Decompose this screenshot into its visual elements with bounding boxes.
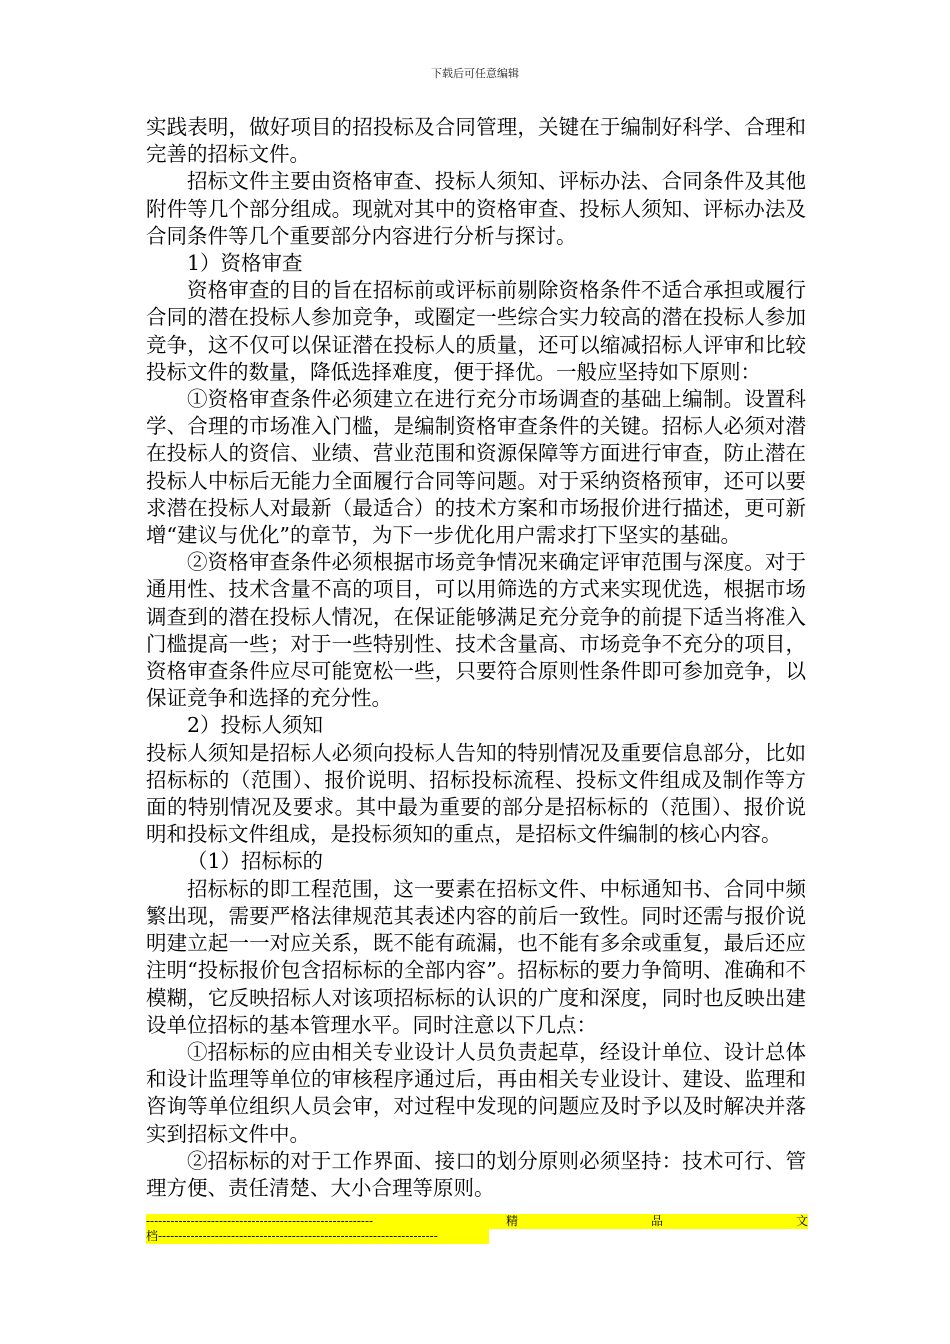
footer-char-2: 品 bbox=[650, 1214, 663, 1228]
paragraph-5: ②资格审查条件必须根据市场竞争情况来确定评审范围与深度。对于通用性、技术含量不高的项目，可以用筛选的方式来实现优选，根据市场调查到的潜在投标人情况，在保证能够满足充分竞争的前提下适当将准入门槛提高一些；对于一些特别性、技术含量高、市场竞争不充分的项目，资格审查条件应尽可能宽松一些，只要符合原则性条件即可参加竞争，以保证竞争和选择的充分性。 bbox=[146, 550, 806, 711]
section-heading-qualification: 1）资格审查 bbox=[187, 251, 303, 276]
paragraph-6: 投标人须知是招标人必须向投标人告知的特别情况及重要信息部分，比如招标标的（范围）、报价说明、招标投标流程、投标文件组成及制作等方面的特别情况及要求。其中最为重要的部分是招标标的（范围）、报价说明和投标文件组成，是投标须知的重点，是招标文件编制的核心内容。 bbox=[146, 740, 806, 847]
paragraph-3: 资格审查的目的旨在招标前或评标前剔除资格条件不适合承担或履行合同的潜在投标人参加竞争，或圈定一些综合实力较高的潜在投标人参加竞争，这不仅可以保证潜在投标人的质量，还可以缩减招标人评审和比较投标文件的数量，降低选择难度，便于择优。一般应坚持如下原则： bbox=[146, 278, 806, 384]
paragraph-8: ①招标标的应由相关专业设计人员负责起草，经设计单位、设计总体和设计监理等单位的审核程序通过后，再由相关专业设计、建设、监理和咨询等单位组织人员会审，对过程中发现的问题应及时予以及时解决并落实到招标文件中。 bbox=[146, 1039, 806, 1146]
footer-highlight-line-1 bbox=[146, 1214, 808, 1229]
footer-char-3: 文 bbox=[795, 1214, 808, 1228]
footer-dashes: -------------------------------------------------------- bbox=[146, 1214, 374, 1228]
subsection-heading-bid-subject: （1）招标标的 bbox=[187, 849, 324, 874]
document-body bbox=[146, 114, 806, 1202]
paragraph-4: ①资格审查条件必须建立在进行充分市场调查的基础上编制。设置科学、合理的市场准入门槛，是编制资格审查条件的关键。招标人必须对潜在投标人的资信、业绩、营业范围和资源保障等方面进行审查，防止潜在投标人中标后无能力全面履行合同等问题。对于采纳资格预审，还可以要求潜在投标人对最新（最适合）的技术方案和市场报价进行描述，更可新增“建议与优化”的章节，为下一步优化用户需求打下坚实的基础。 bbox=[146, 387, 806, 548]
footer-char-1: 精 bbox=[506, 1214, 519, 1228]
paragraph-9: ②招标标的对于工作界面、接口的划分原则必须坚持：技术可行、管理方便、责任清楚、大小合理等原则。 bbox=[146, 1148, 806, 1200]
footer-highlight-line-2: 档--------------------------------------------------------------------- bbox=[146, 1229, 489, 1244]
page-header: 下载后可任意编辑 bbox=[431, 67, 519, 80]
paragraph-2: 招标文件主要由资格审查、投标人须知、评标办法、合同条件及其他附件等几个部分组成。现就对其中的资格审查、投标人须知、评标办法及合同条件等几个重要部分内容进行分析与探讨。 bbox=[146, 169, 806, 248]
paragraph-1: 实践表明，做好项目的招投标及合同管理，关键在于编制好科学、合理和完善的招标文件。 bbox=[146, 115, 806, 167]
section-heading-bidder-notice: 2）投标人须知 bbox=[187, 713, 324, 738]
page-footer bbox=[146, 1214, 808, 1248]
paragraph-7: 招标标的即工程范围，这一要素在招标文件、中标通知书、合同中频繁出现，需要严格法律规范其表述内容的前后一致性。同时还需与报价说明建立起一一对应关系，既不能有疏漏，也不能有多余或重复，最后还应注明“投标报价包含招标标的全部内容”。招标标的要力争简明、准确和不模糊，它反映招标人对该项招标标的认识的广度和深度，同时也反映出建设单位招标的基本管理水平。同时注意以下几点： bbox=[146, 876, 806, 1037]
